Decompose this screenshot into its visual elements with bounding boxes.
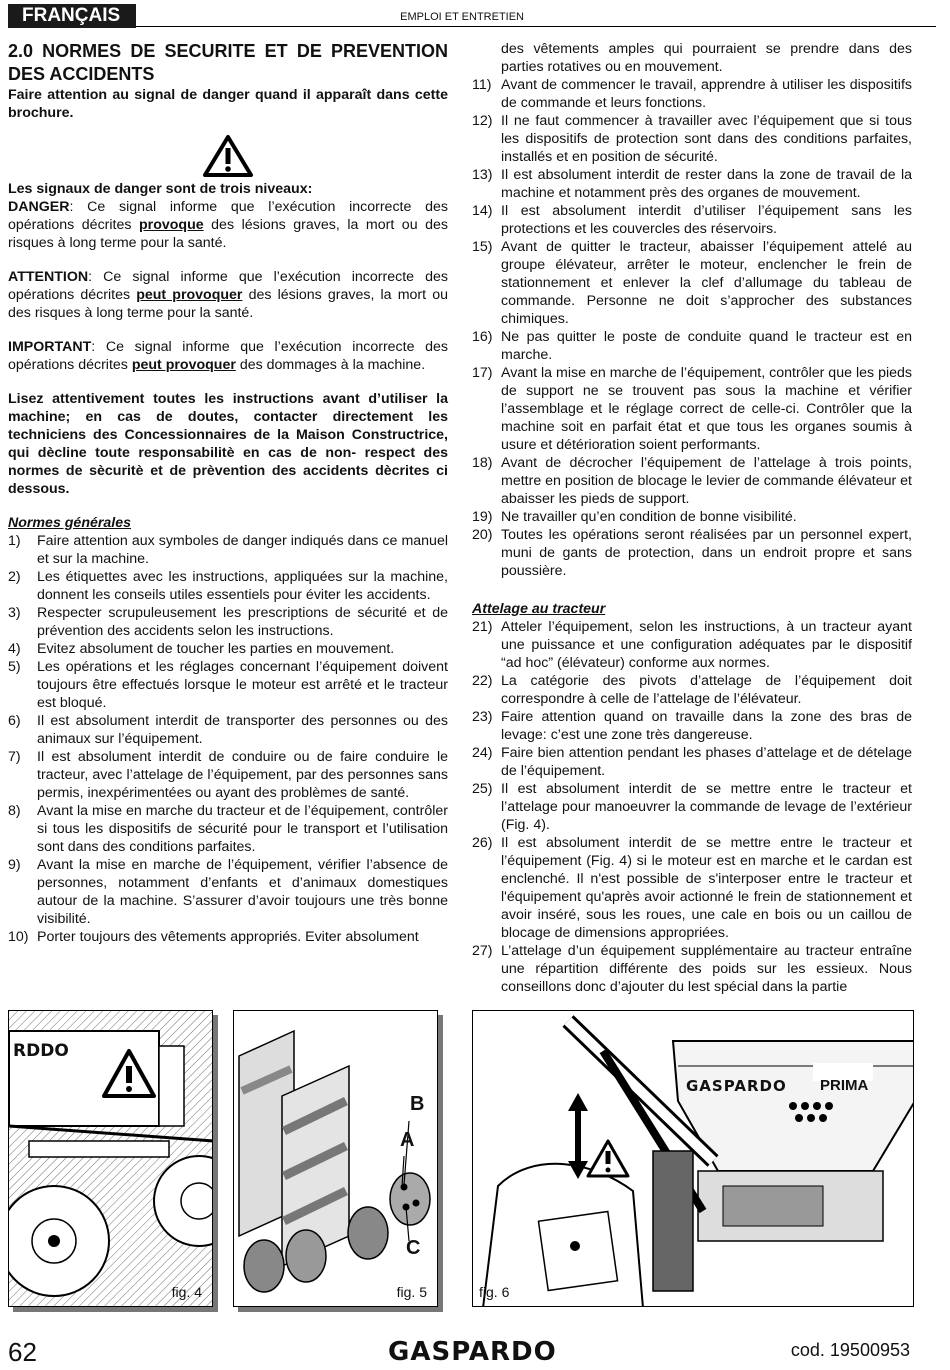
- list-item-number: 23): [472, 709, 493, 725]
- list-item: [472, 112, 912, 166]
- list-item-text: Il est absolument interdit de transporter des personnes ou des animaux sur l’équipement.: [37, 713, 448, 747]
- list-item-number: 10): [8, 929, 29, 945]
- attention-text-b: des lésions graves, la mort ou des risques à long terme pour la santé.: [8, 287, 448, 321]
- list-item-text: Evitez absolument de toucher les parties en mouvement.: [37, 641, 395, 657]
- list-item-text: Avant de quitter le tracteur, abaisser l’équipement attelé au groupe élévateur, arrêter le moteur, enclencher le frein de stationnement et enlever la clef d’allumage du tableau de commande. Personne ne doit s’approcher des substances chimiques.: [501, 239, 912, 327]
- list-item-text: L’attelage d’un équipement supplémentaire au tracteur entraîne une répartition différente des poids sur les essieux. Nous conseillons donc d’ajouter du lest spécial dans la partie: [501, 943, 912, 995]
- important-underline: peut provoquer: [131, 357, 236, 373]
- list-item-text: Toutes les opérations seront réalisées par un personnel expert, muni de gants de protection, dans un endroit propre et sans poussière.: [501, 527, 912, 579]
- list-item: [8, 928, 448, 946]
- tractor-hitch-list: [472, 618, 912, 996]
- section-title: EMPLOI ET ENTRETIEN: [400, 11, 524, 23]
- attention-paragraph: [8, 268, 448, 322]
- list-item-text: Ne pas quitter le poste de conduite quand le tracteur est en marche.: [501, 329, 912, 363]
- list-item-number: 27): [472, 943, 493, 959]
- figure-5-letter: A: [400, 1129, 415, 1151]
- continuation-text: des vêtements amples qui pourraient se prendre dans des parties rotatives ou en mouvement.: [501, 41, 912, 75]
- list-item-text: Les étiquettes avec les instructions, appliquées sur la machine, donnent les conseils utiles essentiels pour éviter les accidents.: [37, 569, 448, 603]
- page-title: 2.0 NORMES DE SECURITE ET DE PREVENTION DES ACCIDENTS: [8, 41, 448, 84]
- list-item: [472, 76, 912, 112]
- list-item-number: 15): [472, 239, 493, 255]
- list-item-number: 7): [8, 749, 21, 765]
- intro-text: Faire attention au signal de danger quand il apparaît dans cette brochure.: [8, 87, 448, 121]
- figure-6-label: fig. 6: [479, 1284, 510, 1300]
- list-item-text: Il ne faut commencer à travailler avec l’équipement que si tous les dispositifs de protection sont dans des conditions parfaites, installés et en position de sécurité.: [501, 113, 912, 165]
- list-item-number: 24): [472, 745, 493, 761]
- list-item-number: 8): [8, 803, 21, 819]
- header-rule: [136, 26, 936, 27]
- list-item-text: Atteler l’équipement, selon les instructions, à un tracteur ayant une puissance et une configuration adéquates par le dispositif “ad hoc” (élévateur) conforme aux normes.: [501, 619, 912, 671]
- warning-paragraph: Lisez attentivement toutes les instructions avant d’utiliser la machine; en cas de doutes, contacter directement les techniciens des Concessionnaires de la Maison Constructrice, qui dècline toute responsabilitè en cas de non- respect des normes de sècuritè et de prèvention des accidents dècrites ci dessous.: [8, 391, 448, 497]
- list-item: [8, 658, 448, 712]
- list-item-number: 22): [472, 673, 493, 689]
- figure-5-label: fig. 5: [396, 1284, 427, 1300]
- list-item-number: 21): [472, 619, 493, 635]
- list-item-number: 11): [472, 77, 492, 93]
- danger-label: DANGER: [8, 199, 70, 215]
- list-item: [8, 712, 448, 748]
- list-item: [472, 364, 912, 454]
- list-item: [8, 604, 448, 640]
- list-item-text: Faire attention quand on travaille dans la zone des bras de levage: c’est une zone très dangereuse.: [501, 709, 912, 743]
- figure-4-label: fig. 4: [171, 1284, 202, 1300]
- page-number: 62: [8, 1337, 37, 1367]
- list-item-text: Avant de décrocher l’équipement de l’attelage à trois points, mettre en position de blocage le levier de commande élévateur et abaisser les pieds de support.: [501, 455, 912, 507]
- list-item-text: Il est absolument interdit d’utiliser l’équipement sans les protections et les couvercles des réservoirs.: [501, 203, 912, 237]
- list-item-text: Avant la mise en marche de l’équipement, contrôler que les pieds de support ne se trouvent pas sous la machine et vérifier l’assemblage et le réglage correct de celle-ci. Contrôler que la machine soit en parfait état et que tous les organes soumis à usure et détérioration soient performants.: [501, 365, 912, 453]
- danger-text-b: des lésions graves, la mort ou des risques à long terme pour la santé.: [8, 217, 448, 251]
- important-paragraph: [8, 338, 448, 374]
- language-tab: FRANÇAIS: [8, 4, 136, 28]
- list-item: [472, 202, 912, 238]
- list-item: [472, 942, 912, 996]
- left-column: [8, 40, 448, 946]
- figure-5-letter: C: [406, 1237, 421, 1259]
- list-item: [472, 508, 912, 526]
- attention-label: ATTENTION: [8, 269, 89, 285]
- list-item: [8, 640, 448, 658]
- list-item: [472, 672, 912, 708]
- list-item-number: 5): [8, 659, 21, 675]
- list-item: [8, 748, 448, 802]
- list-item-number: 2): [8, 569, 21, 585]
- list-item-text: Il est absolument interdit de se mettre entre le tracteur et l’équipement (Fig. 4) si le moteur est en marche et le cardan est enclenché. Il n'est possible de s'interposer entre le tracteur et l'équipement qu'après avoir actionné le frein de stationnement et avoir inséré, sous les roues, une cale en bois ou un caillou de blocage de dimensions appropriées.: [501, 835, 912, 941]
- rules-list-continued: [472, 76, 912, 580]
- list-item: [472, 454, 912, 508]
- list-item-number: 25): [472, 781, 493, 797]
- list-item: [472, 834, 912, 942]
- list-item-text: Faire bien attention pendant les phases d’attelage et de dételage de l’équipement.: [501, 745, 912, 779]
- list-item-text: Il est absolument interdit de rester dans la zone de travail de la machine et notamment près des organes de mouvement.: [501, 167, 912, 201]
- danger-text-a: : Ce signal informe que l’exécution incorrecte des opérations décrites: [8, 199, 448, 233]
- general-rules-list: [8, 532, 448, 946]
- list-item: [472, 780, 912, 834]
- figure-5-illustration: [234, 1011, 438, 1307]
- list-item-number: 1): [8, 533, 21, 549]
- list-item-number: 16): [472, 329, 493, 345]
- brand-logo: GASPARDO: [388, 1337, 557, 1367]
- list-item-text: Porter toujours des vêtements appropriés. Eviter absolument: [37, 929, 419, 945]
- danger-paragraph: [8, 198, 448, 252]
- list-item-number: 3): [8, 605, 21, 621]
- list-item: [472, 744, 912, 780]
- list-item: [8, 568, 448, 604]
- warning-triangle-icon: [8, 134, 448, 178]
- list-item-text: Les opérations et les réglages concernant l’équipement doivent toujours être effectués lorsque le moteur est arrêté et le tracteur est bloqué.: [37, 659, 448, 711]
- list-item-number: 9): [8, 857, 21, 873]
- list-item-text: Avant la mise en marche du tracteur et de l’équipement, contrôler si tous les dispositifs de sécurité pour le transport et l’utilisation sont dans des conditions parfaites.: [37, 803, 448, 855]
- list-item-text: Avant la mise en marche de l’équipement, vérifier l’absence de personnes, notamment d’enfants et d’animaux domestiques autour de la machine. S’assurer d’avoir toujours une très bonne visibilité.: [37, 857, 448, 927]
- important-label: IMPORTANT: [8, 339, 92, 355]
- list-item-number: 4): [8, 641, 21, 657]
- tractor-hitch-subtitle: Attelage au tracteur: [472, 601, 606, 617]
- list-item: [472, 708, 912, 744]
- figure-4: [8, 1010, 213, 1307]
- figure-6-illustration: [473, 1011, 914, 1307]
- list-item-number: 17): [472, 365, 493, 381]
- list-item: [472, 618, 912, 672]
- attention-text-a: : Ce signal informe que l’exécution incorrecte des opérations décrites: [8, 269, 448, 303]
- figure-5: [233, 1010, 438, 1307]
- attention-underline: peut provoquer: [136, 287, 243, 303]
- list-item: [472, 526, 912, 580]
- figure-6: [472, 1010, 914, 1307]
- list-item-number: 12): [472, 113, 493, 129]
- figure-4-logo: RDDO: [13, 1041, 69, 1061]
- list-item-text: La catégorie des pivots d’attelage de l’équipement doit correspondre à celle de l’attelage de l’élévateur.: [501, 673, 912, 707]
- list-item-text: Respecter scrupuleusement les prescriptions de sécurité et de prévention des accidents selon les instructions.: [37, 605, 448, 639]
- document-code: cod. 19500953: [790, 1340, 910, 1360]
- list-item-number: 26): [472, 835, 493, 851]
- list-item: [8, 856, 448, 928]
- list-item: [8, 532, 448, 568]
- figure-6-model: PRIMA: [820, 1077, 869, 1094]
- list-item-text: Ne travailler qu’en condition de bonne visibilité.: [501, 509, 797, 525]
- list-item-text: Faire attention aux symboles de danger indiqués dans ce manuel et sur la machine.: [37, 533, 448, 567]
- list-item-number: 6): [8, 713, 21, 729]
- right-column: [472, 40, 912, 996]
- figure-6-brand: GASPARDO: [686, 1077, 787, 1095]
- list-item-number: 14): [472, 203, 493, 219]
- list-item-text: Il est absolument interdit de conduire ou de faire conduire le tracteur, avec l’attelage de l’équipement, par des personnes sans permis, inexpérimentées ou ayant des problèmes de santé.: [37, 749, 448, 801]
- list-item-number: 19): [472, 509, 493, 525]
- important-text-a: : Ce signal informe que l’exécution incorrecte des opérations décrites: [8, 339, 448, 373]
- general-rules-subtitle: Normes générales: [8, 515, 132, 531]
- list-item-number: 20): [472, 527, 493, 543]
- list-item: [8, 802, 448, 856]
- important-text-b: des dommages à la machine.: [235, 357, 426, 373]
- list-item-text: Avant de commencer le travail, apprendre à utiliser les dispositifs de commande et leurs fonctions.: [501, 77, 912, 111]
- list-item-text: Il est absolument interdit de se mettre entre le tracteur et l’attelage pour manoeuvrer la commande de levage de l’extérieur (Fig. 4).: [501, 781, 912, 833]
- list-item-number: 18): [472, 455, 493, 471]
- list-item-number: 13): [472, 167, 493, 183]
- list-item: [472, 238, 912, 328]
- levels-title: Les signaux de danger sont de trois niveaux:: [8, 181, 313, 197]
- danger-underline: provoque: [139, 217, 204, 233]
- list-item: [472, 166, 912, 202]
- figure-5-letter: B: [410, 1093, 425, 1115]
- list-item: [472, 328, 912, 364]
